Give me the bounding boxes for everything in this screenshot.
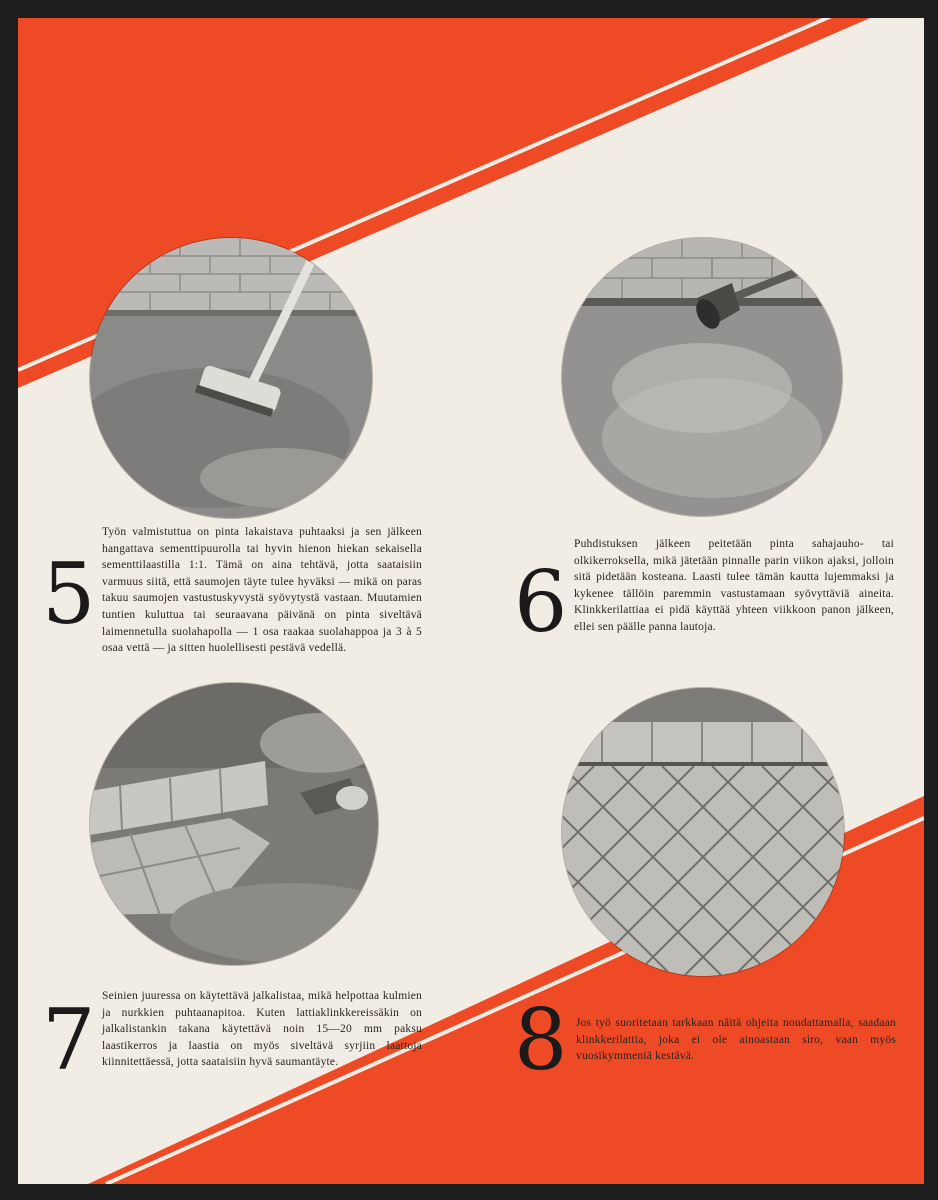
photo-broom-scrubbing xyxy=(90,238,372,518)
step-text-8: Jos työ suoritetaan tarkkaan näitä ohjeita noudattamalla, saadaan klinkkerilattia, joka ei ole ainoastaan siro, vaan myös vuosikymmeniä kestävä. xyxy=(576,1017,896,1063)
photo-laying-tiles xyxy=(90,683,378,965)
step-number-8: 8 xyxy=(514,991,568,1089)
photo-finished-floor xyxy=(562,688,844,976)
step-text-5: Työn valmistuttua on pinta lakaistava puhtaaksi ja sen jälkeen hangattava sementtipuurolla tai hyvin hienon hiekan sekaisella sementtilaastilla 1:1. Tämä on aina tehtävä, jotta saataisiin varmuus siitä, että saumojen täyte tulee hyväksi — mikä on paras takuu saumojen vastustuskyvystä syövytystä vastaan. Muutamien tuntien kuluttua tai seuraavana päivänä on pinta siveltävä laimennetulla suolahapolla — 1 osa raakaa suolahappoa ja 3 à 5 osaa vettä — ja sitten huolellisesti pestävä vedellä. xyxy=(102,526,422,655)
brochure-page xyxy=(18,18,924,1184)
step-text-7: Seinien juuressa on käytettävä jalkalistaa, mikä helpottaa kulmien ja nurkkien puhtaanapitoa. Kuten lattiaklinkkereissäkin on jalkalistankin takana käytettävä noin 15—20 mm paksu laastikerros ja laastia on myös siveltävä syrjiin laattoja kiinnitettäessä, jotta saataisiin hyvä saumantäyte. xyxy=(102,990,422,1069)
step-number-5: 5 xyxy=(42,545,96,643)
step-text-6: Puhdistuksen jälkeen peitetään pinta sahajauho- tai olkikerroksella, mikä jätetään pinnalle parin viikon ajaksi, jolloin sitä pidetään kosteana. Laasti tulee tämän kautta lujemmaksi ja kykenee tällöin paremmin vastustamaan syövyttäviä aineita. Klinkkerilattiaa ei pidä käyttää yhteen viikkoon panon jälkeen, ellei sen päälle panna lautoja. xyxy=(574,538,894,633)
step-number-6: 6 xyxy=(514,553,568,651)
step-number-7: 7 xyxy=(42,991,96,1089)
photo-watering-floor xyxy=(562,238,842,516)
